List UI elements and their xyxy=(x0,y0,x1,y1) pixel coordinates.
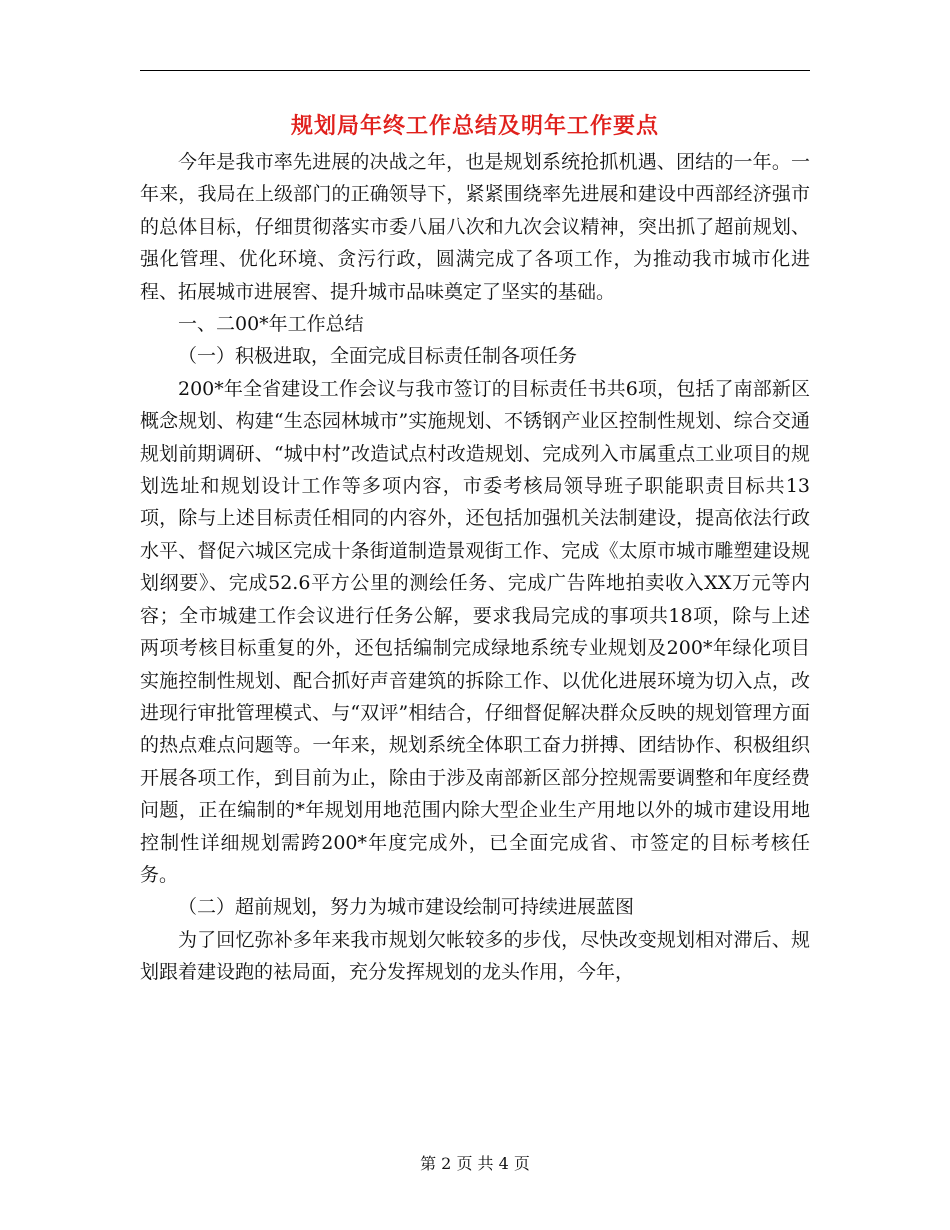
subsection-heading-1: （一）积极进取，全面完成目标责任制各项任务 xyxy=(178,345,578,368)
document-body xyxy=(140,146,810,989)
paragraph-intro: 今年是我市率先进展的决战之年，也是规划系统抢抓机遇、团结的一年。一年来，我局在上级部门的正确领导下，紧紧围绕率先进展和建设中西部经济强市的总体目标，仔细贯彻落实市委八届八次和九次会议精神，突出抓了超前规划、强化管理、优化环境、贪污行政，圆满完成了各项工作，为推动我市城市化进程、拓展城市进展窖、提升城市品味奠定了坚实的基础。 xyxy=(140,151,810,303)
paragraph-targets: 200*年全省建设工作会议与我市签订的目标责任书共6项，包括了南部新区概念规划、构建“生态园林城市”实施规划、不锈钢产业区控制性规划、综合交通规划前期调研、“城中村”改造试点村改造规划、完成列入市属重点工业项目的规划选址和规划设计工作等多项内容，市委考核局领导班子职能职责目标共13项，除与上述目标责任相同的内容外，还包括加强机关法制建设，提高依法行政水平、督促六城区完成十条街道制造景观街工作、完成《太原市城市雕塑建设规划纲要》、完成52.6平方公里的测绘任务、完成广告阵地拍卖收入XX万元等内容；全市城建工作会议进行任务公解，要求我局完成的事项共18项，除与上述两项考核目标重复的外，还包括编制完成绿地系统专业规划及200*年绿化项目实施控制性规划、配合抓好声音建筑的拆除工作、以优化进展环境为切入点，改进现行审批管理模式、与“双评”相结合，仔细督促解决群众反映的规划管理方面的热点难点问题等。一年来，规划系统全体职工奋力拼搏、团结协作、积极组织开展各项工作，到目前为止，除由于涉及南部新区部分控规需要调整和年度经费问题，正在编制的*年规划用地范围内除大型企业生产用地以外的城市建设用地控制性详细规划需跨200*年度完成外，已全面完成省、市签定的目标考核任务。 xyxy=(140,377,810,886)
page-footer: 第 2 页 共 4 页 xyxy=(420,1154,530,1173)
header-rule xyxy=(140,70,810,71)
section-heading-1: 一、二00*年工作总结 xyxy=(178,313,364,336)
document-title: 规划局年终工作总结及明年工作要点 xyxy=(290,113,659,139)
paragraph-planning: 为了回忆弥补多年来我市规划欠帐较多的步伐，尽快改变规划相对滞后、规划跟着建设跑的袪局面，充分发挥规划的龙头作用，今年， xyxy=(140,928,810,984)
subsection-heading-2: （二）超前规划，努力为城市建设绘制可持续进展蓝图 xyxy=(178,896,635,919)
